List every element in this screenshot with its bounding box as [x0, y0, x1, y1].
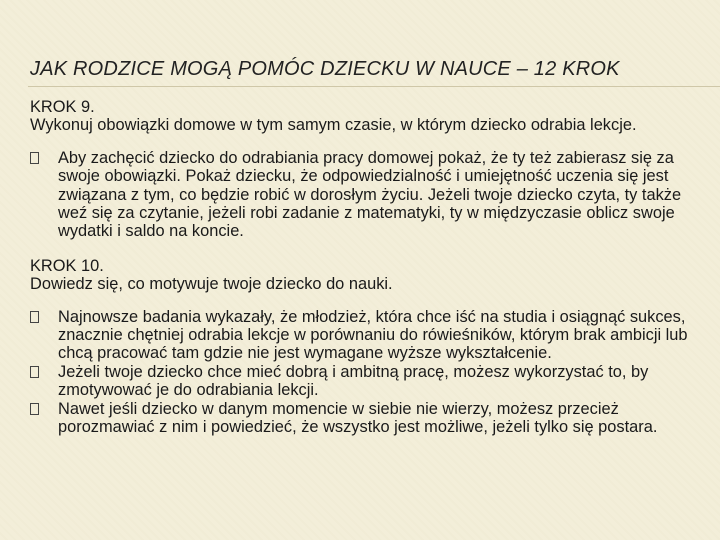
bullet-list	[30, 308, 700, 437]
slide-content	[30, 98, 700, 447]
slide-title: JAK RODZICE MOGĄ POMÓC DZIECKU W NAUCE – 12 KROK	[30, 58, 620, 80]
square-bullet-icon	[30, 152, 39, 164]
section-heading: Wykonuj obowiązki domowe w tym samym czasie, w którym dziecko odrabia lekcje.	[30, 116, 637, 135]
list-item	[30, 149, 700, 241]
section-krok-9	[30, 98, 700, 241]
section-label: KROK 10.	[30, 256, 104, 275]
section-krok-10	[30, 257, 700, 437]
bullet-list	[30, 149, 700, 241]
bullet-text: Najnowsze badania wykazały, że młodzież, która chce iść na studia i osiągnąć sukces, znacznie chętniej odrabia lekcje w porównaniu do rówieśników, którym brak ambicji lub chcą pracować tam gdzie nie jest wymagane wyższe wykształcenie.	[58, 307, 688, 363]
title-divider	[28, 86, 720, 87]
square-bullet-icon	[30, 311, 39, 323]
section-label: KROK 9.	[30, 98, 95, 116]
list-item	[30, 308, 700, 363]
square-bullet-icon	[30, 403, 39, 415]
bullet-text: Nawet jeśli dziecko w danym momencie w siebie nie wierzy, możesz przecież porozmawiać z nim i powiedzieć, że wszystko jest możliwe, jeżeli tylko się postara.	[58, 399, 658, 437]
section-heading: Dowiedz się, co motywuje twoje dziecko do nauki.	[30, 275, 393, 294]
bullet-text: Aby zachęcić dziecko do odrabiania pracy domowej pokaż, że ty też zabierasz się za swoje obowiązki. Pokaż dziecku, że odpowiedzialność i umiejętność uczenia się jest związana z tym, co będzie robić w dorosłym życiu. Jeżeli twoje dziecko czyta, ty także weź się za czytanie, jeżeli robi zadanie z matematyki, ty w międzyczasie oblicz swoje wydatki i saldo na koncie.	[58, 148, 682, 241]
bullet-text: Jeżeli twoje dziecko chce mieć dobrą i ambitną pracę, możesz wykorzystać to, by zmotywować je do odrabiania lekcji.	[58, 362, 649, 400]
list-item	[30, 400, 700, 437]
list-item	[30, 363, 700, 400]
square-bullet-icon	[30, 366, 39, 378]
